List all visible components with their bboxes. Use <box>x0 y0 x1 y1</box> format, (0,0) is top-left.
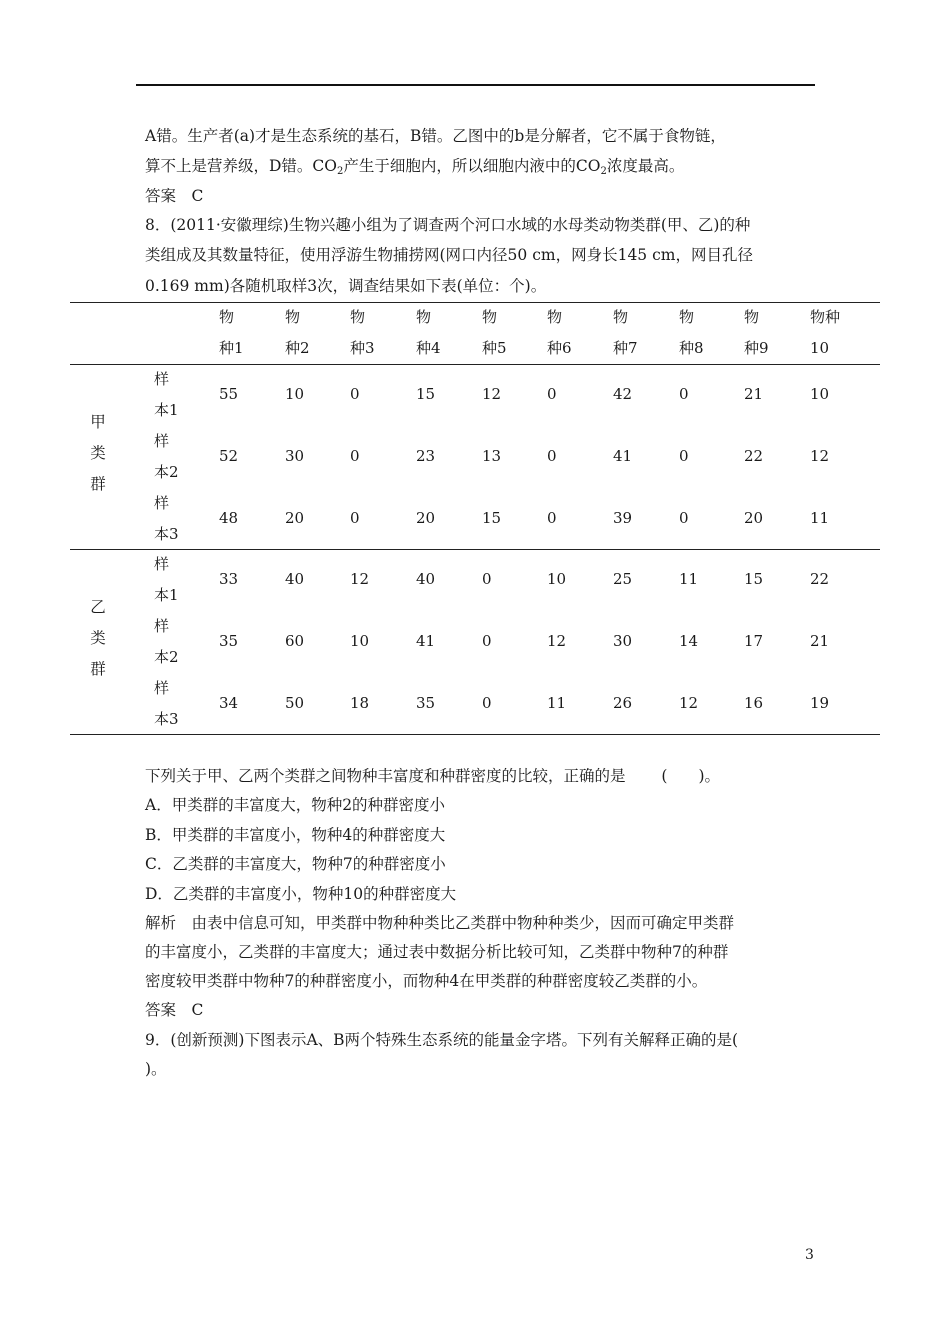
table-cell: 52 <box>219 447 239 465</box>
header-rule <box>136 84 815 86</box>
table-cell: 12 <box>350 570 370 588</box>
table-cell: 39 <box>613 509 633 527</box>
sample-label: 本1 <box>154 401 179 419</box>
table-cell: 20 <box>285 509 305 527</box>
column-header: 物 <box>350 308 366 326</box>
sample-label: 样 <box>154 617 170 635</box>
analysis-line: 的丰富度小，乙类群的丰富度大；通过表中数据分析比较可知，乙类群中物种7的种群 <box>145 943 729 961</box>
question-stem: 下列关于甲、乙两个类群之间物种丰富度和种群密度的比较，正确的是 ( )。 <box>145 767 721 785</box>
table-cell: 20 <box>416 509 436 527</box>
table-cell: 0 <box>350 385 360 403</box>
question-8-line: 8．(2011·安徽理综)生物兴趣小组为了调查两个河口水域的水母类动物类群(甲、乙)的种 <box>145 216 751 234</box>
sample-label: 样 <box>154 370 170 388</box>
option-b: B．甲类群的丰富度小，物种4的种群密度大 <box>145 826 446 844</box>
column-header: 物 <box>219 308 235 326</box>
answer-line: 答案 C <box>145 187 204 205</box>
table-cell: 41 <box>613 447 633 465</box>
table-cell: 10 <box>285 385 305 403</box>
table-cell: 33 <box>219 570 239 588</box>
table-cell: 21 <box>810 632 830 650</box>
table-cell: 11 <box>810 509 830 527</box>
sample-label: 样 <box>154 494 170 512</box>
column-header: 种9 <box>744 339 769 357</box>
table-cell: 0 <box>547 509 557 527</box>
column-header: 种1 <box>219 339 244 357</box>
table-cell: 25 <box>613 570 633 588</box>
table-cell: 0 <box>482 694 492 712</box>
table-rule <box>70 549 880 550</box>
column-header: 种5 <box>482 339 507 357</box>
table-cell: 12 <box>547 632 567 650</box>
table-rule <box>70 302 880 303</box>
table-cell: 55 <box>219 385 239 403</box>
column-header: 10 <box>810 339 830 357</box>
table-cell: 0 <box>679 385 689 403</box>
table-cell: 23 <box>416 447 436 465</box>
table-cell: 10 <box>547 570 567 588</box>
table-cell: 0 <box>482 632 492 650</box>
table-cell: 35 <box>219 632 239 650</box>
table-cell: 21 <box>744 385 764 403</box>
question-8-line: 类组成及其数量特征，使用浮游生物捕捞网(网口内径50 cm，网身长145 cm，网目孔径 <box>145 246 753 264</box>
column-header: 物 <box>613 308 629 326</box>
option-d: D．乙类群的丰富度小，物种10的种群密度大 <box>145 885 457 903</box>
column-header: 物 <box>744 308 760 326</box>
column-header: 物 <box>679 308 695 326</box>
table-cell: 12 <box>810 447 830 465</box>
table-cell: 0 <box>482 570 492 588</box>
table-cell: 22 <box>744 447 764 465</box>
column-header: 种2 <box>285 339 310 357</box>
column-header: 物 <box>547 308 563 326</box>
column-header: 物 <box>482 308 498 326</box>
column-header: 种7 <box>613 339 638 357</box>
table-cell: 0 <box>679 447 689 465</box>
table-cell: 0 <box>350 509 360 527</box>
sample-label: 本2 <box>154 463 179 481</box>
column-header: 物 <box>285 308 301 326</box>
sample-label: 本1 <box>154 586 179 604</box>
sample-label: 样 <box>154 555 170 573</box>
table-cell: 11 <box>679 570 699 588</box>
question-8-line: 0.169 mm)各随机取样3次，调查结果如下表(单位：个)。 <box>145 277 547 295</box>
table-cell: 19 <box>810 694 830 712</box>
group-label-char: 乙 <box>90 598 106 616</box>
analysis-line: 解析 由表中信息可知，甲类群中物种种类比乙类群中物种种类少，因而可确定甲类群 <box>145 914 735 932</box>
table-cell: 22 <box>810 570 830 588</box>
table-cell: 15 <box>744 570 764 588</box>
analysis-line: 密度较甲类群中物种7的种群密度小，而物种4在甲类群的种群密度较乙类群的小。 <box>145 972 708 990</box>
sample-label: 本3 <box>154 710 179 728</box>
sample-label: 本3 <box>154 525 179 543</box>
table-cell: 35 <box>416 694 436 712</box>
group-label-char: 群 <box>90 475 106 493</box>
table-cell: 10 <box>810 385 830 403</box>
column-header: 物 <box>416 308 432 326</box>
table-cell: 11 <box>547 694 567 712</box>
table-cell: 20 <box>744 509 764 527</box>
table-cell: 40 <box>285 570 305 588</box>
column-header: 种6 <box>547 339 572 357</box>
table-cell: 30 <box>613 632 633 650</box>
answer-line: 答案 C <box>145 1001 204 1019</box>
sample-label: 样 <box>154 679 170 697</box>
text-line: A错。生产者(a)才是生态系统的基石，B错。乙图中的b是分解者，它不属于食物链， <box>145 127 726 145</box>
table-cell: 16 <box>744 694 764 712</box>
sample-label: 本2 <box>154 648 179 666</box>
text-line: 算不上是营养级，D错。$CO_2$产生于细胞内，所以细胞内液中的$CO_2$浓度最高。 <box>145 157 685 177</box>
table-cell: 0 <box>679 509 689 527</box>
option-c: C．乙类群的丰富度大，物种7的种群密度小 <box>145 855 446 873</box>
table-cell: 17 <box>744 632 764 650</box>
group-label-char: 甲 <box>90 413 106 431</box>
table-cell: 34 <box>219 694 239 712</box>
table-cell: 0 <box>547 385 557 403</box>
table-cell: 13 <box>482 447 502 465</box>
table-cell: 18 <box>350 694 370 712</box>
table-cell: 10 <box>350 632 370 650</box>
table-cell: 50 <box>285 694 305 712</box>
page-number: 3 <box>805 1247 814 1263</box>
column-header: 种8 <box>679 339 704 357</box>
table-cell: 42 <box>613 385 633 403</box>
table-cell: 0 <box>350 447 360 465</box>
table-cell: 12 <box>482 385 502 403</box>
table-cell: 41 <box>416 632 436 650</box>
sample-label: 样 <box>154 432 170 450</box>
group-label <box>88 407 108 500</box>
option-a: A．甲类群的丰富度大，物种2的种群密度小 <box>145 796 446 814</box>
group-label <box>88 592 108 685</box>
group-label-char: 类 <box>90 444 106 462</box>
table-cell: 30 <box>285 447 305 465</box>
table-cell: 14 <box>679 632 699 650</box>
column-header: 种4 <box>416 339 441 357</box>
table-cell: 48 <box>219 509 239 527</box>
table-cell: 12 <box>679 694 699 712</box>
column-header: 物种 <box>810 308 841 326</box>
table-rule <box>70 734 880 735</box>
group-label-char: 群 <box>90 660 106 678</box>
table-rule <box>70 364 880 365</box>
table-cell: 40 <box>416 570 436 588</box>
question-9-line: )。 <box>145 1060 167 1078</box>
table-cell: 15 <box>482 509 502 527</box>
question-9-line: 9．(创新预测)下图表示A、B两个特殊生态系统的能量金字塔。下列有关解释正确的是( <box>145 1031 739 1049</box>
table-cell: 60 <box>285 632 305 650</box>
table-cell: 0 <box>547 447 557 465</box>
table-cell: 15 <box>416 385 436 403</box>
column-header: 种3 <box>350 339 375 357</box>
group-label-char: 类 <box>90 629 106 647</box>
table-cell: 26 <box>613 694 633 712</box>
